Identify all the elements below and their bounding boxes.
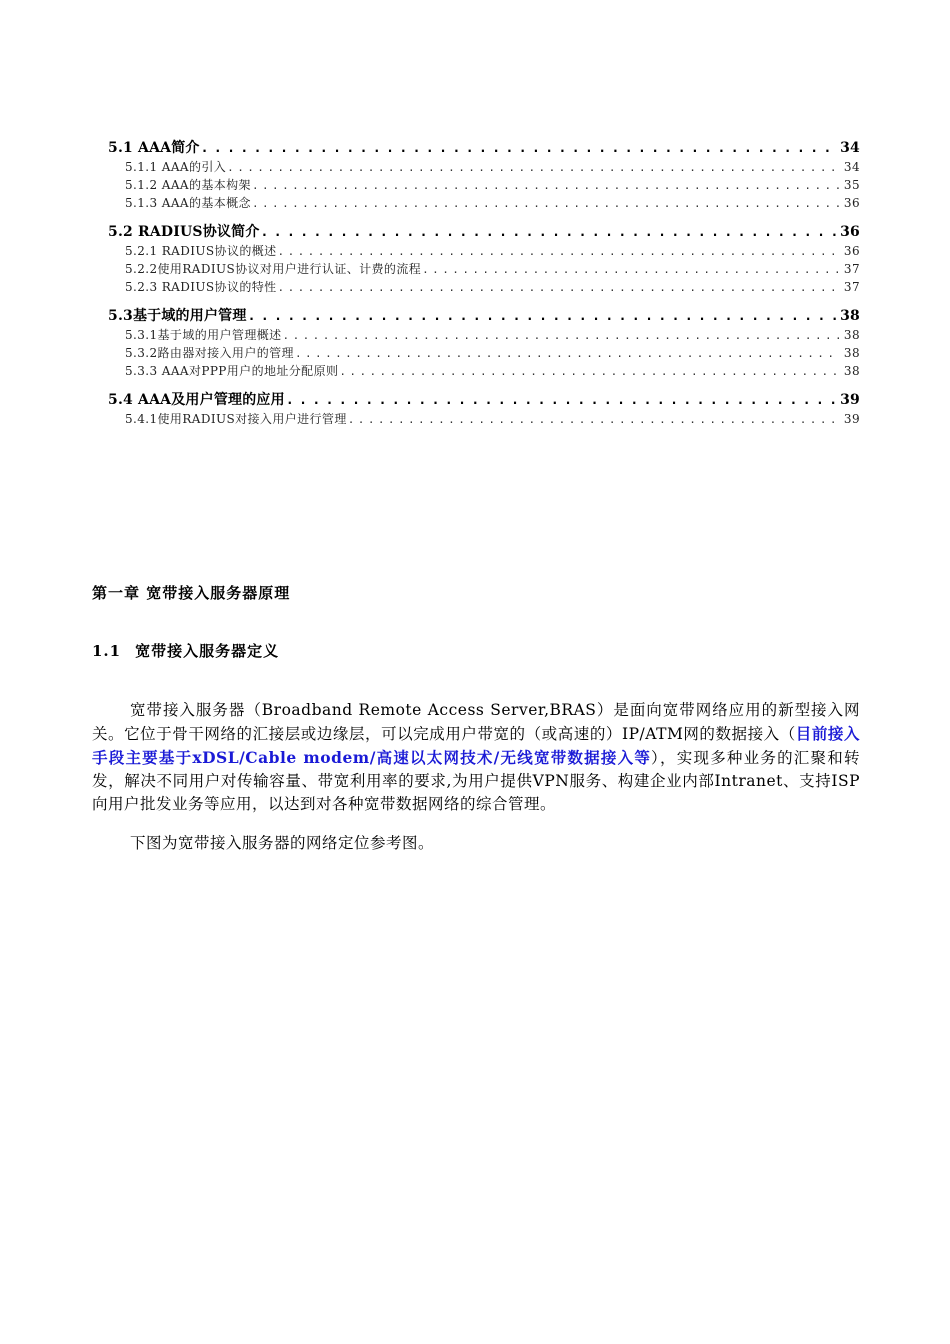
toc-entry-title: 5.2.2使用RADIUS协议对用户进行认证、计费的流程 [125,262,422,276]
table-of-contents [108,138,860,428]
toc-entry-page: 36 [843,244,860,258]
section-number: 1.1 [92,642,122,660]
toc-entry[interactable] [125,362,860,380]
toc-leader-dots [248,307,837,326]
toc-leader-dots [201,139,836,158]
toc-entry-page: 34 [840,140,860,156]
toc-entry-title: 5.3.2路由器对接入用户的管理 [125,346,294,360]
toc-entry[interactable] [108,306,860,326]
toc-entry-title: 5.3.1基于域的用户管理概述 [125,328,282,342]
toc-entry-page: 34 [843,160,860,174]
toc-entry-page: 36 [840,224,860,240]
toc-entry-title: 5.3.3 AAA对PPP用户的地址分配原则 [125,364,339,378]
section-title: 宽带接入服务器定义 [135,642,280,660]
toc-entry[interactable] [125,278,860,296]
toc-entry-title: 5.3基于域的用户管理 [108,308,247,324]
toc-entry-page: 35 [843,178,860,192]
toc-entry[interactable] [125,176,860,194]
toc-leader-dots [348,411,840,428]
toc-entry-page: 36 [843,196,860,210]
toc-leader-dots [283,327,840,344]
toc-entry[interactable] [125,242,860,260]
toc-entry[interactable] [108,390,860,410]
toc-entry[interactable] [125,410,860,428]
toc-entry-title: 5.2.3 RADIUS协议的特性 [125,280,277,294]
toc-entry-page: 38 [843,328,860,342]
toc-entry-page: 38 [840,308,860,324]
toc-entry[interactable] [125,158,860,176]
toc-leader-dots [261,223,837,242]
toc-entry-title: 5.4.1使用RADIUS对接入用户进行管理 [125,412,347,426]
chapter-heading: 第一章 宽带接入服务器原理 [92,584,291,602]
paragraph-text: 宽带接入服务器（Broadband Remote Access Server,BRAS）是面向宽带网络应用的新型接入网关。它位于骨干网络的汇接层或边缘层，可以完成用户带宽的（或高速的）IP/ATM网的数据接入（ [92,701,860,743]
toc-entry-page: 39 [840,392,860,408]
toc-entry[interactable] [125,194,860,212]
section-heading [92,640,279,661]
toc-leader-dots [252,195,840,212]
toc-entry-page: 39 [843,412,860,426]
toc-entry[interactable] [125,260,860,278]
toc-entry[interactable] [125,326,860,344]
toc-entry-title: 5.1.3 AAA的基本概念 [125,196,251,210]
toc-leader-dots [278,279,840,296]
toc-entry-page: 37 [843,262,860,276]
toc-leader-dots [295,345,840,362]
toc-entry[interactable] [108,138,860,158]
toc-entry[interactable] [125,344,860,362]
toc-entry-page: 38 [843,364,860,378]
toc-entry[interactable] [108,222,860,242]
toc-leader-dots [252,177,840,194]
toc-leader-dots [339,363,840,380]
toc-entry-title: 5.1.2 AAA的基本构架 [125,178,251,192]
toc-entry-title: 5.2.1 RADIUS协议的概述 [125,244,277,258]
toc-leader-dots [286,391,836,410]
toc-entry-page: 38 [843,346,860,360]
toc-entry-page: 37 [843,280,860,294]
body-paragraph [92,699,860,816]
toc-leader-dots [278,243,840,260]
toc-entry-title: 5.2 RADIUS协议简介 [108,224,260,240]
body-paragraph: 下图为宽带接入服务器的网络定位参考图。 [130,834,435,852]
toc-leader-dots [227,159,840,176]
toc-entry-title: 5.1 AAA简介 [108,140,200,156]
paragraph-text: ），实现多种业务的汇聚和转发，解决不同用户对传输容量、带宽利用率的要求,为用户提供VPN服务、构建企业内部Intranet、支持ISP向用户批发业务等应用，以达到对各种宽带数据网络的综合管理。 [92,749,860,813]
highlighted-text: 目前接入手段主要基于xDSL/Cable modem/高速以太网技术/无线宽带数据接入等 [92,724,860,767]
toc-entry-title: 5.4 AAA及用户管理的应用 [108,392,285,408]
toc-entry-title: 5.1.1 AAA的引入 [125,160,227,174]
toc-leader-dots [422,261,840,278]
